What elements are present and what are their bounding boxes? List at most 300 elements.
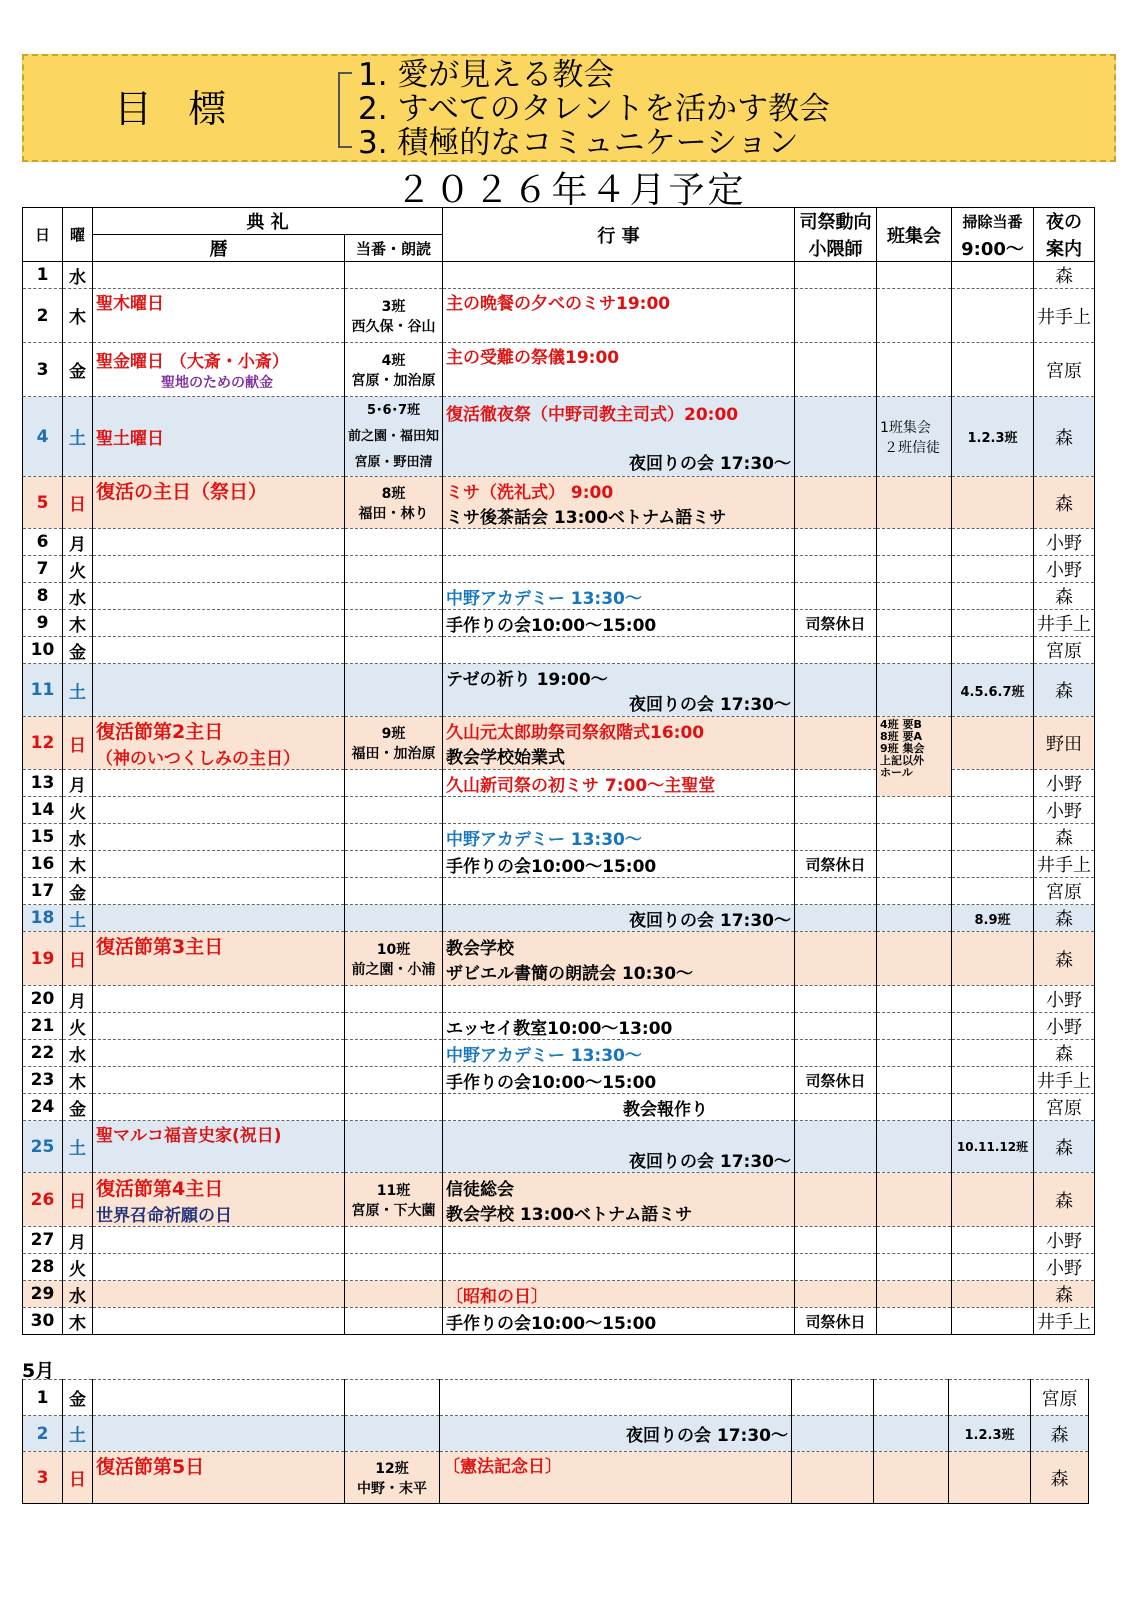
header-night: 夜の <box>1034 208 1095 235</box>
weekday: 木 <box>63 1067 93 1094</box>
liturgy-note: 世界召命祈願の日 <box>96 1205 232 1226</box>
duty-cell <box>345 770 443 797</box>
duty-cell <box>345 397 443 477</box>
priest-cell <box>795 824 877 851</box>
table-row <box>23 1416 1089 1452</box>
duty-cell <box>345 1281 443 1308</box>
day-number: 24 <box>23 1094 63 1121</box>
liturgy-text: 復活節第5日 <box>96 1456 205 1478</box>
table-row <box>23 905 1095 932</box>
group-cell <box>877 529 952 556</box>
night-cell: 井手上 <box>1034 610 1095 637</box>
group-cell <box>877 583 952 610</box>
table-row <box>23 1173 1095 1227</box>
event-text: 夜回りの会 17:30〜 <box>628 453 792 474</box>
weekday: 日 <box>63 1452 93 1504</box>
priest-cell <box>795 1094 877 1121</box>
night-cell: 森 <box>1034 477 1095 529</box>
table-row <box>23 637 1095 664</box>
weekday: 金 <box>63 343 93 397</box>
table-row <box>23 610 1095 637</box>
event-text: 中野アカデミー 13:30〜 <box>446 1045 642 1066</box>
group-text: 上記以外 <box>880 754 925 767</box>
duty-cell <box>345 1067 443 1094</box>
event-text: 信徒総会 <box>446 1179 515 1200</box>
event-cell <box>440 1380 792 1416</box>
event-text: 主の晩餐の夕べのミサ19:00 <box>446 294 671 314</box>
weekday: 水 <box>63 824 93 851</box>
day-number: 9 <box>23 610 63 637</box>
day-number: 12 <box>23 717 63 770</box>
cleaning-cell <box>952 797 1034 824</box>
weekday: 月 <box>63 986 93 1013</box>
night-cell: 井手上 <box>1034 851 1095 878</box>
event-text: 久山新司祭の初ミサ 7:00〜主聖堂 <box>446 775 716 796</box>
liturgy-text: 聖土曜日 <box>96 429 164 449</box>
cleaning-cell <box>952 717 1034 770</box>
day-number: 23 <box>23 1067 63 1094</box>
weekday: 水 <box>63 1040 93 1067</box>
liturgy-cell <box>93 1013 345 1040</box>
liturgy-cell <box>93 262 345 289</box>
night-cell: 小野 <box>1034 1013 1095 1040</box>
cleaning-cell: 8.9班 <box>952 905 1034 932</box>
night-cell: 森 <box>1034 905 1095 932</box>
cleaning-cell <box>952 583 1034 610</box>
duty-cell <box>345 289 443 343</box>
night-cell: 森 <box>1034 397 1095 477</box>
table-row <box>23 1013 1095 1040</box>
day-number: 4 <box>23 397 63 477</box>
weekday: 木 <box>63 1308 93 1335</box>
header-cleaning-time: 9:00〜 <box>952 235 1034 262</box>
priest-cell <box>795 583 877 610</box>
event-text: 教会学校 13:00ベトナム語ミサ <box>446 1204 693 1225</box>
priest-cell <box>795 289 877 343</box>
cleaning-cell <box>952 343 1034 397</box>
group-cell <box>877 289 952 343</box>
night-cell: 森 <box>1034 824 1095 851</box>
weekday: 土 <box>63 1416 93 1452</box>
night-cell: 小野 <box>1034 529 1095 556</box>
table-row <box>23 664 1095 717</box>
duty-cell <box>345 878 443 905</box>
duty-cell <box>345 1227 443 1254</box>
cleaning-cell <box>952 289 1034 343</box>
cleaning-cell: 10.11.12班 <box>952 1121 1034 1173</box>
duty-cell <box>345 1308 443 1335</box>
liturgy-cell <box>93 1416 345 1452</box>
weekday: 日 <box>63 477 93 529</box>
event-cell <box>443 1121 795 1173</box>
day-number: 16 <box>23 851 63 878</box>
day-number: 21 <box>23 1013 63 1040</box>
group-cell <box>877 664 952 717</box>
night-cell: 宮原 <box>1034 637 1095 664</box>
day-number: 27 <box>23 1227 63 1254</box>
event-cell <box>443 986 795 1013</box>
duty-readers: 前之園・福田知 <box>348 428 440 444</box>
priest-cell <box>795 343 877 397</box>
cleaning-cell <box>952 878 1034 905</box>
event-cell <box>443 343 795 397</box>
priest-cell <box>795 717 877 770</box>
night-cell: 森 <box>1034 664 1095 717</box>
cleaning-cell <box>952 556 1034 583</box>
duty-readers: 西久保・谷山 <box>351 318 436 335</box>
duty-cell <box>345 610 443 637</box>
liturgy-note: 聖地のための献金 <box>161 375 273 391</box>
group-cell <box>877 1013 952 1040</box>
weekday: 日 <box>63 1173 93 1227</box>
night-cell: 森 <box>1034 583 1095 610</box>
duty-group: 9班 <box>381 726 406 742</box>
day-number: 30 <box>23 1308 63 1335</box>
group-cell <box>877 986 952 1013</box>
group-cell <box>877 932 952 986</box>
liturgy-cell <box>93 556 345 583</box>
duty-cell <box>345 664 443 717</box>
duty-cell <box>345 477 443 529</box>
day-number: 6 <box>23 529 63 556</box>
group-cell <box>877 1281 952 1308</box>
event-cell <box>443 1040 795 1067</box>
liturgy-text: 聖マルコ福音史家(祝日) <box>96 1126 282 1146</box>
group-cell <box>877 1173 952 1227</box>
night-cell: 宮原 <box>1034 343 1095 397</box>
group-cell <box>877 905 952 932</box>
event-text: 教会学校始業式 <box>446 748 566 768</box>
cleaning-cell <box>952 1281 1034 1308</box>
event-cell <box>440 1452 792 1504</box>
table-row <box>23 1094 1095 1121</box>
night-cell: 井手上 <box>1034 1308 1095 1335</box>
event-text: 中野アカデミー 13:30〜 <box>446 588 642 609</box>
liturgy-cell <box>93 851 345 878</box>
event-text: ザビエル書簡の朗読会 10:30〜 <box>446 963 694 984</box>
table-row <box>23 717 1095 770</box>
priest-cell <box>795 1040 877 1067</box>
event-text: 復活徹夜祭（中野司教主司式）20:00 <box>446 404 739 425</box>
liturgy-cell <box>93 1254 345 1281</box>
cleaning-cell <box>952 932 1034 986</box>
liturgy-cell <box>93 1452 345 1504</box>
may-schedule-table <box>22 1379 1089 1504</box>
duty-cell <box>345 986 443 1013</box>
liturgy-note: （神のいつくしみの主日） <box>96 749 300 769</box>
page-title: ２０２６年４月予定 <box>395 170 747 211</box>
table-row <box>23 343 1095 397</box>
event-cell: エッセイ教室10:00〜13:00 <box>443 1013 795 1040</box>
priest-cell <box>795 932 877 986</box>
weekday: 土 <box>63 1121 93 1173</box>
weekday: 火 <box>63 797 93 824</box>
night-cell: 森 <box>1034 1173 1095 1227</box>
day-number: 18 <box>23 905 63 932</box>
duty-cell <box>345 529 443 556</box>
event-cell <box>443 824 795 851</box>
day-number: 28 <box>23 1254 63 1281</box>
group-cell <box>877 878 952 905</box>
liturgy-text: 聖木曜日 <box>96 294 164 314</box>
night-cell: 小野 <box>1034 556 1095 583</box>
duty-group: 4班 <box>381 352 406 369</box>
goals-label: 目 標 <box>114 87 239 131</box>
night-cell: 宮原 <box>1031 1380 1089 1416</box>
duty-cell <box>345 1380 440 1416</box>
priest-cell <box>795 1254 877 1281</box>
liturgy-text: 復活節第2主日 <box>96 721 224 743</box>
group-cell <box>877 717 952 797</box>
event-text: 中野アカデミー 13:30〜 <box>446 829 642 850</box>
group-cell <box>874 1416 949 1452</box>
duty-cell <box>345 1121 443 1173</box>
liturgy-text: 復活節第4主日 <box>96 1177 224 1200</box>
duty-cell <box>345 1173 443 1227</box>
liturgy-cell <box>93 289 345 343</box>
night-cell: 小野 <box>1034 797 1095 824</box>
cleaning-cell <box>952 851 1034 878</box>
weekday: 火 <box>63 1254 93 1281</box>
group-cell <box>877 1094 952 1121</box>
group-cell <box>877 637 952 664</box>
duty-group: 11班 <box>376 1182 411 1199</box>
event-cell <box>443 1227 795 1254</box>
priest-cell <box>795 1281 877 1308</box>
group-text: ２班信徒 <box>884 439 941 456</box>
duty-cell <box>345 637 443 664</box>
priest-cell <box>795 1013 877 1040</box>
event-cell <box>440 1416 792 1452</box>
priest-cell: 司祭休日 <box>795 1067 877 1094</box>
liturgy-text: 復活の主日（祭日） <box>96 481 268 503</box>
liturgy-cell <box>93 1308 345 1335</box>
priest-cell <box>795 477 877 529</box>
day-number: 5 <box>23 477 63 529</box>
event-text: ミサ（洗礼式） 9:00 <box>446 482 614 503</box>
group-cell <box>874 1452 949 1504</box>
liturgy-cell <box>93 664 345 717</box>
priest-cell <box>795 797 877 824</box>
cleaning-cell <box>952 1173 1034 1227</box>
event-cell: 手作りの会10:00〜15:00 <box>443 851 795 878</box>
event-text: 夜回りの会 17:30〜 <box>628 1152 792 1172</box>
event-cell: 手作りの会10:00〜15:00 <box>443 1308 795 1335</box>
header-events: 行 事 <box>443 208 795 262</box>
duty-cell <box>345 1040 443 1067</box>
group-cell <box>877 1040 952 1067</box>
header-night2: 案内 <box>1034 235 1095 262</box>
group-text: 1班集会 <box>880 419 931 436</box>
night-cell: 井手上 <box>1034 1067 1095 1094</box>
day-number: 19 <box>23 932 63 986</box>
liturgy-cell <box>93 1067 345 1094</box>
group-cell <box>877 851 952 878</box>
cleaning-cell <box>952 1040 1034 1067</box>
duty-cell <box>345 556 443 583</box>
weekday: 月 <box>63 529 93 556</box>
day-number: 25 <box>23 1121 63 1173</box>
group-cell <box>877 1308 952 1335</box>
group-text: 4班 要B <box>880 718 922 731</box>
table-row <box>23 1040 1095 1067</box>
priest-cell <box>795 262 877 289</box>
header-priest: 司祭動向 <box>795 208 877 235</box>
cleaning-cell <box>949 1452 1031 1504</box>
event-cell <box>443 664 795 717</box>
event-cell <box>443 262 795 289</box>
liturgy-cell <box>93 905 345 932</box>
cleaning-cell <box>952 986 1034 1013</box>
night-cell: 宮原 <box>1034 1094 1095 1121</box>
night-cell: 森 <box>1034 262 1095 289</box>
event-cell <box>443 477 795 529</box>
table-row <box>23 289 1095 343</box>
weekday: 金 <box>63 1380 93 1416</box>
night-cell: 森 <box>1034 1281 1095 1308</box>
table-row <box>23 1380 1089 1416</box>
event-cell <box>443 556 795 583</box>
header-day: 日 <box>23 208 63 262</box>
weekday: 日 <box>63 717 93 770</box>
duty-group: 5･6･7班 <box>366 402 421 418</box>
group-cell <box>877 556 952 583</box>
day-number: 29 <box>23 1281 63 1308</box>
day-number: 20 <box>23 986 63 1013</box>
night-cell: 森 <box>1034 932 1095 986</box>
event-cell <box>443 583 795 610</box>
liturgy-cell <box>93 529 345 556</box>
cleaning-cell <box>952 1227 1034 1254</box>
night-cell: 野田 <box>1034 717 1095 770</box>
event-cell <box>443 1173 795 1227</box>
weekday: 木 <box>63 289 93 343</box>
group-text: 9班 集会 <box>880 742 925 755</box>
table-row <box>23 477 1095 529</box>
event-text: 久山元太郎助祭司祭叙階式16:00 <box>446 723 705 743</box>
duty-cell <box>345 262 443 289</box>
event-cell: 手作りの会10:00〜15:00 <box>443 1067 795 1094</box>
header-priest-name: 小隈師 <box>795 235 877 262</box>
duty-group: 8班 <box>381 485 406 502</box>
event-cell <box>443 397 795 477</box>
event-text: 〔憲法記念日〕 <box>443 1457 562 1477</box>
event-cell <box>443 1254 795 1281</box>
table-row <box>23 583 1095 610</box>
event-cell: 教会報作り <box>443 1094 795 1121</box>
group-cell <box>877 610 952 637</box>
april-schedule-table <box>22 207 1095 1335</box>
weekday: 土 <box>63 397 93 477</box>
event-cell <box>443 797 795 824</box>
goal-item: 3. 積極的なコミュニケーション <box>358 125 799 161</box>
table-row <box>23 529 1095 556</box>
duty-group: 3班 <box>381 298 406 315</box>
group-cell <box>877 1254 952 1281</box>
day-number: 13 <box>23 770 63 797</box>
weekday: 水 <box>63 583 93 610</box>
priest-cell <box>795 1227 877 1254</box>
day-number: 1 <box>23 1380 63 1416</box>
header-calendar: 暦 <box>93 235 345 262</box>
event-cell <box>443 1281 795 1308</box>
group-cell <box>877 477 952 529</box>
priest-cell <box>795 637 877 664</box>
event-cell <box>443 770 795 797</box>
duty-readers: 福田・林り <box>358 505 429 522</box>
liturgy-cell <box>93 610 345 637</box>
night-cell: 宮原 <box>1034 878 1095 905</box>
table-row <box>23 797 1095 824</box>
liturgy-text: 復活節第3主日 <box>96 936 224 958</box>
priest-cell <box>795 1173 877 1227</box>
day-number: 2 <box>23 289 63 343</box>
priest-cell <box>795 1121 877 1173</box>
table-row <box>23 1254 1095 1281</box>
event-text: 夜回りの会 17:30〜 <box>628 910 792 931</box>
liturgy-cell <box>93 477 345 529</box>
group-cell <box>877 824 952 851</box>
group-text: 8班 要A <box>880 730 923 743</box>
event-cell: 手作りの会10:00〜15:00 <box>443 610 795 637</box>
goal-item: 2. すべてのタレントを活かす教会 <box>358 91 831 127</box>
table-row <box>23 851 1095 878</box>
priest-cell <box>795 397 877 477</box>
weekday: 水 <box>63 1281 93 1308</box>
duty-cell <box>345 1416 440 1452</box>
cleaning-cell <box>949 1380 1031 1416</box>
event-cell <box>443 717 795 770</box>
night-cell: 小野 <box>1034 1254 1095 1281</box>
header-liturgy: 典 礼 <box>93 208 443 235</box>
duty-cell <box>345 932 443 986</box>
weekday: 金 <box>63 878 93 905</box>
duty-cell <box>345 851 443 878</box>
weekday: 金 <box>63 637 93 664</box>
night-cell: 森 <box>1031 1452 1089 1504</box>
event-text: 夜回りの会 17:30〜 <box>628 695 792 715</box>
cleaning-cell <box>952 610 1034 637</box>
weekday: 土 <box>63 905 93 932</box>
header-weekday: 曜 <box>63 208 93 262</box>
duty-readers: 前之園・小浦 <box>351 961 436 978</box>
duty-cell <box>345 824 443 851</box>
may-label: 5月 <box>22 1360 55 1382</box>
table-row <box>23 1121 1095 1173</box>
table-row <box>23 878 1095 905</box>
liturgy-cell <box>93 1380 345 1416</box>
group-cell <box>877 1067 952 1094</box>
header-cleaning: 掃除当番 <box>952 208 1034 235</box>
event-cell <box>443 932 795 986</box>
cleaning-cell <box>952 637 1034 664</box>
priest-cell: 司祭休日 <box>795 1308 877 1335</box>
liturgy-cell <box>93 986 345 1013</box>
duty-readers: 宮原・加治原 <box>351 372 436 389</box>
event-text: 〔昭和の日〕 <box>446 1286 549 1307</box>
cleaning-cell: 1.2.3班 <box>952 397 1034 477</box>
group-cell <box>877 343 952 397</box>
liturgy-cell <box>93 1227 345 1254</box>
group-cell <box>877 262 952 289</box>
duty-cell <box>345 797 443 824</box>
event-cell <box>443 529 795 556</box>
duty-cell <box>345 343 443 397</box>
liturgy-cell <box>93 878 345 905</box>
duty-readers: 宮原・下大薗 <box>351 1202 436 1219</box>
event-text: 主の受難の祭儀19:00 <box>446 348 620 368</box>
goals-list <box>358 58 830 160</box>
